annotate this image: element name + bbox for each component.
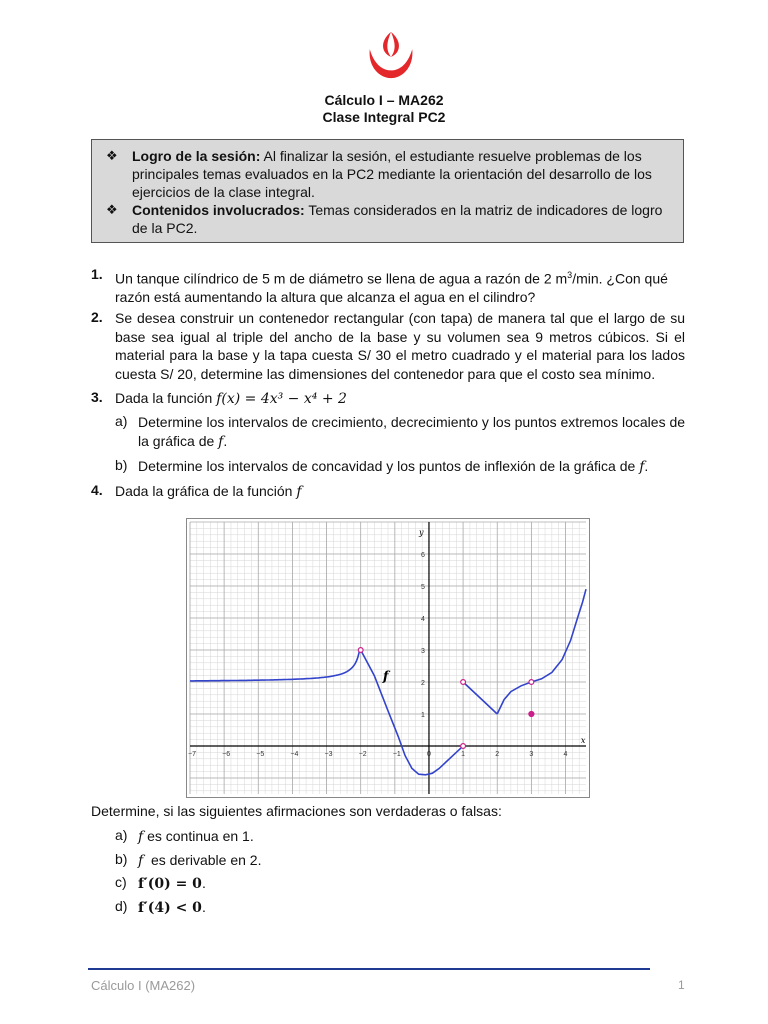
x-tick-label: 1 xyxy=(461,751,466,758)
question-3-number: 3. xyxy=(91,389,103,405)
open-point xyxy=(461,680,466,685)
diamond-bullet-icon: ❖ xyxy=(106,202,118,217)
question-3-intro: Dada la función f(x) = 4x³ − x⁴ + 2 xyxy=(115,390,347,407)
y-axis-label: y xyxy=(418,527,424,537)
logro-paragraph: Logro de la sesión: Al finalizar la sesión, el estudiante resuelve problemas de los principales temas evaluados en la PC2 mediante la orientación del desarrollo de los ejercicios de la clase integral. xyxy=(132,148,652,200)
footer-divider xyxy=(88,968,650,970)
university-logo xyxy=(362,28,420,82)
statement-b-text: f es derivable en 2. xyxy=(138,852,262,869)
question-3b-text: Determine los intervalos de concavidad y los puntos de inflexión de la gráfica de f. xyxy=(138,458,649,475)
x-tick-label: −7 xyxy=(188,751,196,758)
x-tick-label: −1 xyxy=(392,751,401,758)
y-tick-label: 1 xyxy=(420,712,425,719)
closed-point xyxy=(529,711,534,716)
question-1-text: Un tanque cilíndrico de 5 m de diámetro se llena de agua a razón de 2 $m^3/\min$. ¿Con qué razón está aumentando la altura que alcanza el agua en el cilindro? xyxy=(115,270,668,306)
y-tick-label: 6 xyxy=(420,552,425,559)
y-tick-label: 5 xyxy=(420,584,425,591)
question-3-formula: f(x) = 4x³ − x⁴ + 2 xyxy=(216,391,347,407)
x-tick-label: 3 xyxy=(529,751,534,758)
curve-label: f xyxy=(382,669,389,685)
question-3a-label: a) xyxy=(115,413,128,429)
question-2-number: 2. xyxy=(91,309,103,325)
x-tick-label: 4 xyxy=(563,751,568,758)
question-3a-text: Determine los intervalos de crecimiento, decrecimiento y los puntos extremos locales de la gráfica de f. xyxy=(138,414,686,450)
page-number: 1 xyxy=(678,978,685,992)
question-4-intro: Dada la gráfica de la función f xyxy=(115,483,302,500)
statement-a-text: f es continua en 1. xyxy=(138,828,254,845)
statement-a-label: a) xyxy=(115,827,128,843)
x-tick-label: −3 xyxy=(324,751,333,758)
question-4-number: 4. xyxy=(91,482,103,498)
logro-label: Logro de la sesión: xyxy=(132,148,261,164)
x-tick-label: 2 xyxy=(495,751,500,758)
statement-c-text: f′(0) = 0. xyxy=(138,875,206,892)
function-graph xyxy=(186,518,590,798)
x-axis-label: x xyxy=(580,736,586,745)
statement-c-label: c) xyxy=(115,874,127,890)
x-tick-label: −6 xyxy=(222,751,231,758)
question-1-number: 1. xyxy=(91,266,103,282)
question-2-text: Se desea construir un contenedor rectangular (con tapa) de manera tal que el largo de su base sea igual al triple del ancho de la base y su volumen sea 9 metros cúbicos. Si el material para la base y la tapa cuesta S/ 30 el metro cuadrado y el material para los lados cuesta S/ 20, determine las dimensiones del contenedor para que el costo sea mínimo. xyxy=(115,310,685,382)
statement-b-label: b) xyxy=(115,851,128,867)
y-tick-label: 4 xyxy=(420,616,425,623)
contenidos-paragraph: Contenidos involucrados: Temas considerados en la matriz de indicadores de logro de la PC2. xyxy=(132,202,663,236)
x-tick-label: 0 xyxy=(426,751,431,758)
x-tick-label: −5 xyxy=(256,751,265,758)
course-title: Cálculo I – MA262 xyxy=(324,92,444,108)
x-tick-label: −4 xyxy=(290,751,299,758)
x-tick-label: −2 xyxy=(358,751,367,758)
question-3b-label: b) xyxy=(115,457,128,473)
open-point xyxy=(358,648,363,653)
open-point xyxy=(529,680,534,685)
open-point xyxy=(461,744,466,749)
statement-d-text: f′(4) < 0. xyxy=(138,899,206,916)
determine-instruction: Determine, si las siguientes afirmaciones son verdaderas o falsas: xyxy=(91,803,502,819)
session-subtitle: Clase Integral PC2 xyxy=(322,109,446,125)
diamond-bullet-icon: ❖ xyxy=(106,148,118,163)
contenidos-label: Contenidos involucrados: xyxy=(132,202,305,218)
statement-d-label: d) xyxy=(115,898,128,914)
y-tick-label: 3 xyxy=(420,648,425,655)
summary-box xyxy=(91,139,684,243)
y-tick-label: 2 xyxy=(420,680,425,687)
footer-course: Cálculo I (MA262) xyxy=(91,978,196,993)
